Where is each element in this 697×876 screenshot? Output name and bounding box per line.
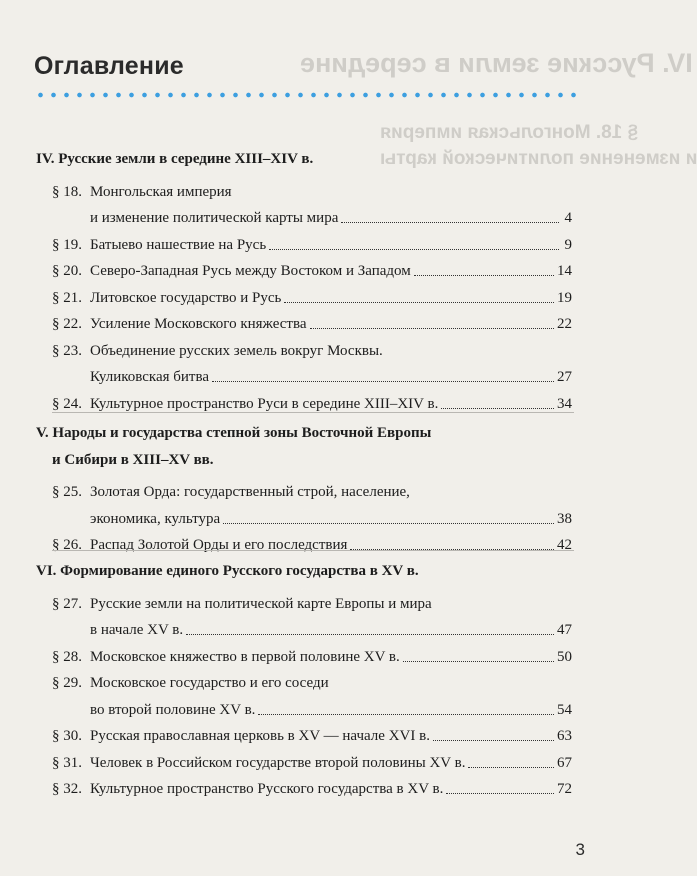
- entry-title: во второй половине XV в.: [90, 701, 256, 718]
- paragraph-number: § 31.: [52, 754, 82, 771]
- paragraph-number: § 27.: [52, 595, 82, 612]
- entry-title: Культурное пространство Руси в середине XIII–XIV в.: [90, 395, 439, 412]
- dot-leader: [258, 713, 554, 715]
- dotted-divider: [34, 92, 579, 98]
- toc-entry[interactable]: [52, 778, 572, 805]
- entry-title: Литовское государство и Русь: [90, 289, 282, 306]
- paragraph-number: § 22.: [52, 316, 82, 332]
- dot-leader: [433, 739, 554, 741]
- toc-entry[interactable]: [52, 646, 572, 673]
- entry-title: экономика, культура: [90, 510, 221, 527]
- section-heading: V. Народы и государства степной зоны Восточной Европы: [36, 425, 432, 441]
- dot-leader: [284, 301, 554, 303]
- entry-title: Северо-Западная Русь между Востоком и Западом: [90, 263, 411, 279]
- toc-entry[interactable]: [52, 672, 572, 725]
- paragraph-number: § 32.: [52, 781, 82, 797]
- entry-page-number: 67: [557, 754, 572, 771]
- page-number: 3: [575, 840, 585, 859]
- entry-title: Объединение русских земель вокруг Москвы.: [90, 342, 383, 359]
- paragraph-number: § 23.: [52, 342, 82, 359]
- paragraph-number: § 30.: [52, 728, 82, 744]
- entry-title: Русские земли на политической карте Европы и мира: [90, 595, 432, 612]
- section-heading: и Сибири в XIII–XV вв.: [52, 451, 214, 468]
- entry-page-number: 34: [557, 395, 572, 412]
- toc-entry[interactable]: [52, 234, 572, 261]
- entry-title: Куликовская битва: [90, 369, 210, 385]
- entry-page-number: 47: [557, 622, 572, 638]
- toc-entry[interactable]: [52, 287, 572, 314]
- section-divider: [52, 412, 574, 413]
- entry-page-number: 4: [564, 210, 572, 226]
- section-heading: IV. Русские земли в середине XIII–XIV в.: [36, 151, 314, 167]
- show-through-background: IV. Русские земли в середине § 18. Монгольская империя и изменение политической карты: [300, 48, 697, 169]
- entry-page-number: 19: [557, 289, 572, 306]
- entry-title: Культурное пространство Русского государства в XV в.: [90, 781, 444, 797]
- entry-title: и изменение политической карты мира: [90, 210, 339, 226]
- toc-entry[interactable]: [52, 752, 572, 779]
- dot-leader: [468, 766, 554, 768]
- toc-entry[interactable]: [52, 340, 572, 393]
- dot-leader: [446, 792, 554, 794]
- entry-title: Московское княжество в первой половине XV в.: [90, 648, 400, 665]
- paragraph-number: § 20.: [52, 263, 82, 279]
- entry-title: в начале XV в.: [90, 622, 184, 638]
- entry-page-number: 42: [557, 537, 572, 553]
- toc-entry[interactable]: [52, 481, 572, 534]
- paragraph-number: § 19.: [52, 236, 82, 253]
- dot-leader: [310, 327, 554, 329]
- paragraph-number: § 26.: [52, 537, 82, 553]
- entry-title: Усиление Московского княжества: [90, 316, 307, 332]
- toc-entry[interactable]: [52, 181, 572, 234]
- entry-page-number: 72: [557, 781, 572, 797]
- dot-leader: [341, 221, 559, 223]
- entry-page-number: 9: [564, 236, 572, 253]
- paragraph-number: § 28.: [52, 648, 82, 665]
- dot-leader: [223, 522, 554, 524]
- entry-title: Русская православная церковь в XV — начале XVI в.: [90, 728, 430, 744]
- toc-entry[interactable]: [52, 313, 572, 340]
- entry-page-number: 63: [557, 728, 572, 744]
- entry-title: Золотая Орда: государственный строй, население,: [90, 484, 410, 500]
- toc-entry[interactable]: [52, 393, 572, 420]
- toc-entry[interactable]: [52, 725, 572, 752]
- entry-page-number: 38: [557, 510, 572, 527]
- dot-leader: [269, 248, 559, 250]
- section-heading: VI. Формирование единого Русского государства в XV в.: [36, 563, 419, 579]
- entry-title: Распад Золотой Орды и его последствия: [90, 537, 348, 553]
- page-title: Оглавление: [34, 52, 184, 80]
- entry-title: Монгольская империя: [90, 183, 232, 200]
- dot-leader: [441, 407, 554, 409]
- dot-leader: [186, 633, 554, 635]
- entry-title: Московское государство и его соседи: [90, 675, 329, 691]
- paragraph-number: § 21.: [52, 289, 82, 306]
- toc-entry[interactable]: [52, 534, 572, 561]
- entry-page-number: 50: [557, 648, 572, 665]
- entry-title: Батыево нашествие на Русь: [90, 236, 267, 253]
- entry-page-number: 54: [557, 701, 572, 718]
- section-divider: [52, 550, 574, 551]
- paragraph-number: § 18.: [52, 183, 82, 200]
- entry-page-number: 27: [557, 369, 572, 385]
- paragraph-number: § 25.: [52, 484, 82, 500]
- dot-leader: [414, 274, 554, 276]
- dot-leader: [403, 660, 554, 662]
- entry-title: Человек в Российском государстве второй половины XV в.: [90, 754, 466, 771]
- paragraph-number: § 29.: [52, 675, 82, 691]
- entry-page-number: 14: [557, 263, 572, 279]
- toc-entry[interactable]: [52, 593, 572, 646]
- entry-page-number: 22: [557, 316, 572, 332]
- toc-entry[interactable]: [52, 260, 572, 287]
- dot-leader: [212, 380, 554, 382]
- paragraph-number: § 24.: [52, 395, 82, 412]
